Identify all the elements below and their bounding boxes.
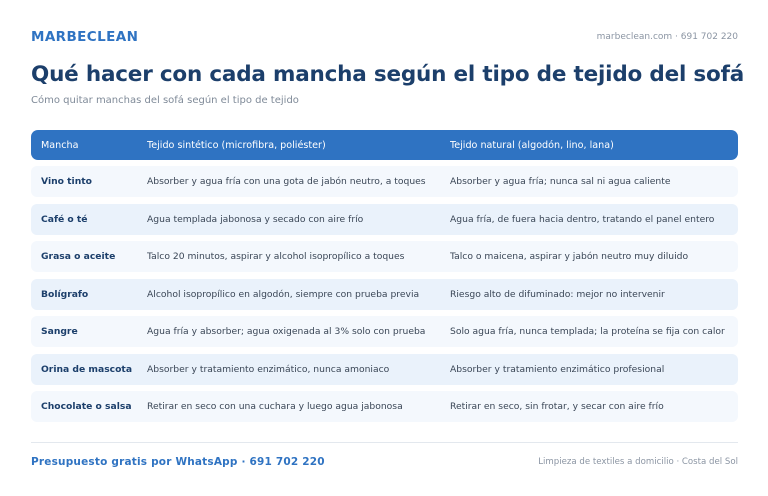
column-header-synthetic: Tejido sintético (microfibra, poliéster) (147, 139, 326, 151)
page-subtitle: Cómo quitar manchas del sofá según el tipo de tejido (31, 95, 299, 106)
stain-name: Chocolate o salsa (41, 401, 132, 412)
stain-name: Grasa o aceite (41, 251, 116, 262)
table-row (31, 316, 738, 347)
column-header-stain: Mancha (41, 139, 79, 151)
table-row (31, 241, 738, 272)
top-bar (31, 28, 738, 46)
footer (31, 455, 738, 469)
stain-name: Sangre (41, 326, 78, 337)
page-title: Qué hacer con cada mancha según el tipo de tejido del sofá (31, 62, 745, 87)
table-row (31, 204, 738, 235)
column-header-natural: Tejido natural (algodón, lino, lana) (450, 139, 614, 151)
table-row (31, 354, 738, 385)
synthetic-treatment: Retirar en seco con una cuchara y luego agua jabonosa (147, 401, 403, 412)
table-header-row (31, 130, 738, 160)
natural-treatment: Absorber y agua fría; nunca sal ni agua caliente (450, 176, 671, 187)
natural-treatment: Talco o maicena, aspirar y jabón neutro muy diluido (450, 251, 689, 262)
natural-treatment: Solo agua fría, nunca templada; la proteína se fija con calor (450, 326, 725, 337)
natural-treatment: Absorber y tratamiento enzimático profesional (450, 363, 665, 375)
synthetic-treatment: Absorber y tratamiento enzimático, nunca amoniaco (147, 363, 390, 375)
synthetic-treatment: Agua templada jabonosa y secado con aire frío (147, 213, 364, 225)
stain-name: Bolígrafo (41, 288, 89, 300)
stain-name: Café o té (41, 213, 88, 225)
table-row (31, 279, 738, 310)
synthetic-treatment: Agua fría y absorber; agua oxigenada al 3% solo con prueba (147, 326, 426, 337)
synthetic-treatment: Absorber y agua fría con una gota de jabón neutro, a toques (147, 176, 426, 187)
table-row (31, 166, 738, 197)
natural-treatment: Retirar en seco, sin frotar, y secar con aire frío (450, 401, 664, 412)
footer-tagline: Limpieza de textiles a domicilio · Costa del Sol (538, 457, 738, 467)
natural-treatment: Agua fría, de fuera hacia dentro, tratando el panel entero (450, 213, 715, 225)
stain-name: Vino tinto (41, 176, 92, 187)
synthetic-treatment: Alcohol isopropílico en algodón, siempre con prueba previa (147, 288, 420, 300)
stain-table (31, 130, 738, 429)
header-contact: marbeclean.com · 691 702 220 (596, 32, 738, 42)
footer-divider (31, 442, 738, 443)
whatsapp-cta: Presupuesto gratis por WhatsApp · 691 702 220 (31, 456, 325, 468)
table-row (31, 391, 738, 422)
stain-name: Orina de mascota (41, 363, 133, 375)
natural-treatment: Riesgo alto de difuminado: mejor no intervenir (450, 288, 665, 300)
brand-logo: MARBECLEAN (31, 29, 139, 45)
synthetic-treatment: Talco 20 minutos, aspirar y alcohol isopropílico a toques (147, 251, 405, 262)
